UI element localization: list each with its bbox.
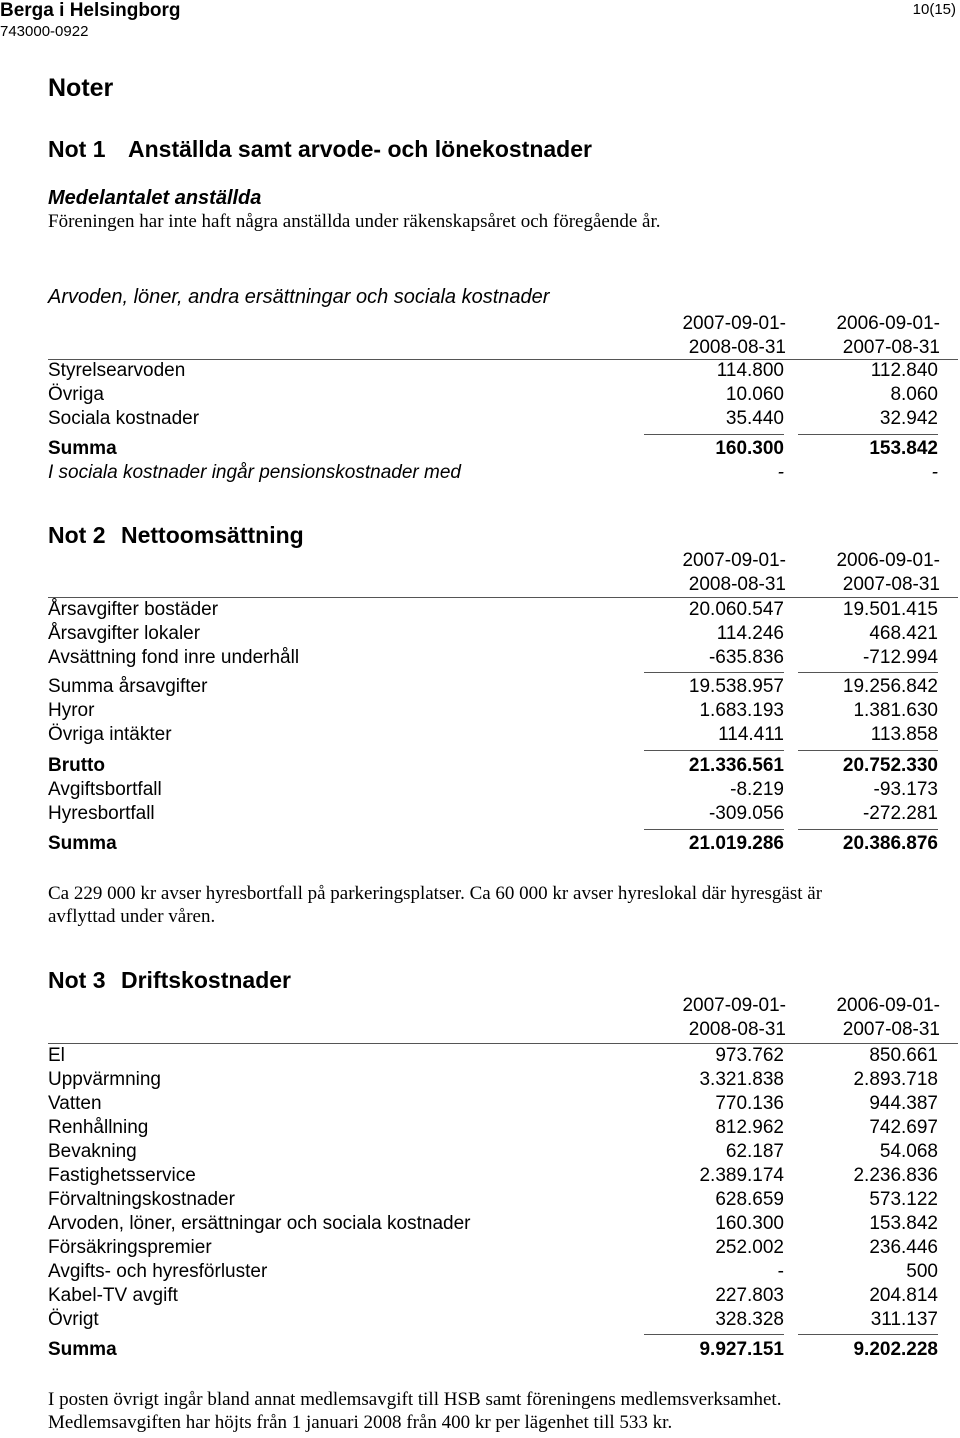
- note2-col1-header: [626, 549, 786, 597]
- value-current: -8.219: [730, 779, 784, 800]
- value-current: 114.246: [716, 623, 784, 644]
- value-current: 160.300: [715, 1213, 784, 1234]
- table-row: [48, 1188, 958, 1212]
- period-end: 2008-08-31: [688, 574, 786, 595]
- note3-number: Not 3: [48, 967, 106, 993]
- period-start: 2006-09-01-: [836, 313, 940, 334]
- table-row: [48, 778, 958, 802]
- value-previous: 468.421: [869, 623, 938, 644]
- note1-subtitle: Medelantalet anställda: [48, 187, 262, 209]
- value-previous: 19.256.842: [842, 676, 938, 697]
- row-label: Hyresbortfall: [48, 803, 155, 824]
- comment-line: I posten övrigt ingår bland annat medlemsavgift till HSB samt föreningens medlemsverksamhet.: [48, 1389, 782, 1410]
- table-row: [48, 675, 958, 699]
- value-current: 227.803: [715, 1285, 784, 1306]
- value-previous: 32.942: [879, 408, 938, 429]
- note2-comment: [48, 882, 822, 928]
- note2-title: Nettoomsättning: [121, 522, 304, 548]
- period-end: 2007-08-31: [842, 1019, 940, 1040]
- table-row: [48, 802, 958, 826]
- value-previous: -: [931, 462, 938, 483]
- note1-col1-header: [626, 312, 786, 360]
- row-label: Arvoden, löner, ersättningar och sociala kostnader: [48, 1213, 471, 1234]
- value-previous: -272.281: [862, 803, 938, 824]
- sum-line: [798, 672, 938, 673]
- page-title: Noter: [48, 74, 114, 102]
- sum-line: [644, 750, 784, 751]
- note3-col1-header: [626, 994, 786, 1042]
- sum-line: [798, 434, 938, 435]
- value-current: -635.836: [708, 647, 784, 668]
- value-previous: 20.386.876: [842, 833, 938, 854]
- table-row: [48, 1284, 958, 1308]
- sum-line: [798, 750, 938, 751]
- row-label: Avgiftsbortfall: [48, 779, 162, 800]
- note2-heading: [48, 521, 304, 549]
- row-label: Övrigt: [48, 1309, 99, 1330]
- value-previous: 500: [906, 1261, 938, 1282]
- table-row: [48, 1212, 958, 1236]
- value-current: 812.962: [715, 1117, 784, 1138]
- value-previous: 850.661: [869, 1045, 938, 1066]
- value-previous: 573.122: [869, 1189, 938, 1210]
- row-label: Sociala kostnader: [48, 408, 200, 429]
- value-current: 3.321.838: [699, 1069, 784, 1090]
- row-label: Styrelsearvoden: [48, 360, 186, 381]
- note1-subtext: Föreningen har inte haft några anställda under räkenskapsåret och föregående år.: [48, 211, 661, 232]
- table-row: [48, 383, 958, 407]
- row-label: Försäkringspremier: [48, 1237, 212, 1258]
- comment-line: avflyttad under våren.: [48, 906, 216, 927]
- sum-row: [48, 832, 958, 856]
- comment-line: Ca 229 000 kr avser hyresbortfall på parkeringsplatser. Ca 60 000 kr avser hyreslokal där hyresgäst är: [48, 883, 823, 904]
- value-previous: -712.994: [862, 647, 938, 668]
- sum-line: [798, 1334, 938, 1335]
- sum-line: [644, 1334, 784, 1335]
- value-current: 19.538.957: [688, 676, 784, 697]
- row-label: Fastighetsservice: [48, 1165, 196, 1186]
- sum-row: [48, 1338, 958, 1362]
- sum-row: [48, 437, 958, 461]
- period-start: 2007-09-01-: [682, 550, 786, 571]
- period-start: 2007-09-01-: [682, 313, 786, 334]
- value-previous: 8.060: [890, 384, 938, 405]
- note2-col2-header: [780, 549, 940, 597]
- table-row: [48, 723, 958, 747]
- row-label: Övriga: [48, 384, 104, 405]
- row-label: I sociala kostnader ingår pensionskostnader med: [48, 462, 461, 483]
- value-current: 973.762: [715, 1045, 784, 1066]
- value-previous: 2.236.836: [853, 1165, 938, 1186]
- value-previous: 19.501.415: [842, 599, 938, 620]
- row-label: Kabel-TV avgift: [48, 1285, 178, 1306]
- table-row: [48, 1164, 958, 1188]
- table-row: [48, 359, 958, 383]
- value-previous: 742.697: [869, 1117, 938, 1138]
- row-label: Summa årsavgifter: [48, 676, 208, 697]
- row-label: Hyror: [48, 700, 95, 721]
- note1-heading: [48, 135, 592, 163]
- period-start: 2007-09-01-: [682, 995, 786, 1016]
- value-current: 35.440: [725, 408, 784, 429]
- period-end: 2008-08-31: [688, 337, 786, 358]
- period-end: 2007-08-31: [842, 337, 940, 358]
- value-previous: 54.068: [879, 1141, 938, 1162]
- value-previous: 236.446: [869, 1237, 938, 1258]
- table-row: [48, 1044, 958, 1068]
- table-row: [48, 461, 958, 485]
- value-current: 20.060.547: [688, 599, 784, 620]
- table-row: [48, 699, 958, 723]
- value-current: 160.300: [715, 438, 784, 459]
- table-row: [48, 622, 958, 646]
- value-current: 2.389.174: [699, 1165, 784, 1186]
- page-number: 10(15): [912, 1, 956, 18]
- sum-row: [48, 754, 958, 778]
- value-previous: 2.893.718: [853, 1069, 938, 1090]
- row-label: Årsavgifter bostäder: [48, 599, 219, 620]
- comment-line: Medlemsavgiften har höjts från 1 januari 2008 från 400 kr per lägenhet till 533 kr.: [48, 1412, 673, 1433]
- value-current: 114.411: [718, 724, 784, 745]
- value-previous: 311.137: [870, 1309, 938, 1330]
- table-row: [48, 1260, 958, 1284]
- value-previous: 153.842: [869, 1213, 938, 1234]
- value-current: -309.056: [708, 803, 784, 824]
- row-label: El: [48, 1045, 65, 1066]
- value-current: 62.187: [725, 1141, 784, 1162]
- row-label: Summa: [48, 1339, 117, 1360]
- note3-title: Driftskostnader: [121, 967, 291, 993]
- organization-number: 743000-0922: [0, 23, 89, 40]
- row-label: Årsavgifter lokaler: [48, 623, 201, 644]
- table-row: [48, 1236, 958, 1260]
- value-previous: 944.387: [869, 1093, 938, 1114]
- note3-heading: [48, 966, 291, 994]
- row-label: Brutto: [48, 755, 105, 776]
- organization-name: Berga i Helsingborg: [0, 0, 181, 21]
- table-row: [48, 407, 958, 431]
- value-previous: 9.202.228: [853, 1339, 938, 1360]
- note1-table-title: Arvoden, löner, andra ersättningar och sociala kostnader: [48, 286, 550, 308]
- value-previous: 1.381.630: [853, 700, 938, 721]
- value-current: 770.136: [715, 1093, 784, 1114]
- value-current: 114.800: [716, 360, 784, 381]
- period-end: 2008-08-31: [688, 1019, 786, 1040]
- note1-title: Anställda samt arvode- och lönekostnader: [128, 136, 592, 162]
- value-current: 21.336.561: [688, 755, 784, 776]
- table-row: [48, 598, 958, 622]
- note1-col2-header: [780, 312, 940, 360]
- row-label: Summa: [48, 833, 117, 854]
- period-start: 2006-09-01-: [836, 995, 940, 1016]
- value-current: 252.002: [715, 1237, 784, 1258]
- table-row: [48, 1116, 958, 1140]
- row-label: Vatten: [48, 1093, 102, 1114]
- table-row: [48, 1068, 958, 1092]
- row-label: Uppvärmning: [48, 1069, 161, 1090]
- sum-line: [798, 829, 938, 830]
- value-previous: 20.752.330: [842, 755, 938, 776]
- period-end: 2007-08-31: [842, 574, 940, 595]
- value-current: -: [777, 1261, 784, 1282]
- row-label: Avsättning fond inre underhåll: [48, 647, 300, 668]
- table-row: [48, 1092, 958, 1116]
- sum-line: [644, 434, 784, 435]
- row-label: Avgifts- och hyresförluster: [48, 1261, 268, 1282]
- note2-number: Not 2: [48, 522, 106, 548]
- value-current: -: [777, 462, 784, 483]
- value-current: 628.659: [715, 1189, 784, 1210]
- value-current: 1.683.193: [699, 700, 784, 721]
- period-start: 2006-09-01-: [836, 550, 940, 571]
- value-previous: 153.842: [869, 438, 938, 459]
- sum-line: [644, 829, 784, 830]
- row-label: Övriga intäkter: [48, 724, 172, 745]
- note1-number: Not 1: [48, 136, 106, 162]
- note3-comment: [48, 1388, 781, 1434]
- value-previous: 204.814: [869, 1285, 938, 1306]
- table-row: [48, 1140, 958, 1164]
- value-previous: -93.173: [873, 779, 938, 800]
- value-current: 328.328: [715, 1309, 784, 1330]
- value-current: 21.019.286: [688, 833, 784, 854]
- value-previous: 113.858: [870, 724, 938, 745]
- table-row: [48, 646, 958, 670]
- value-current: 9.927.151: [699, 1339, 784, 1360]
- value-current: 10.060: [725, 384, 784, 405]
- sum-line: [644, 672, 784, 673]
- table-row: [48, 1308, 958, 1332]
- row-label: Bevakning: [48, 1141, 137, 1162]
- note3-col2-header: [780, 994, 940, 1042]
- row-label: Renhållning: [48, 1117, 149, 1138]
- row-label: Summa: [48, 438, 117, 459]
- row-label: Förvaltningskostnader: [48, 1189, 235, 1210]
- value-previous: 112.840: [870, 360, 938, 381]
